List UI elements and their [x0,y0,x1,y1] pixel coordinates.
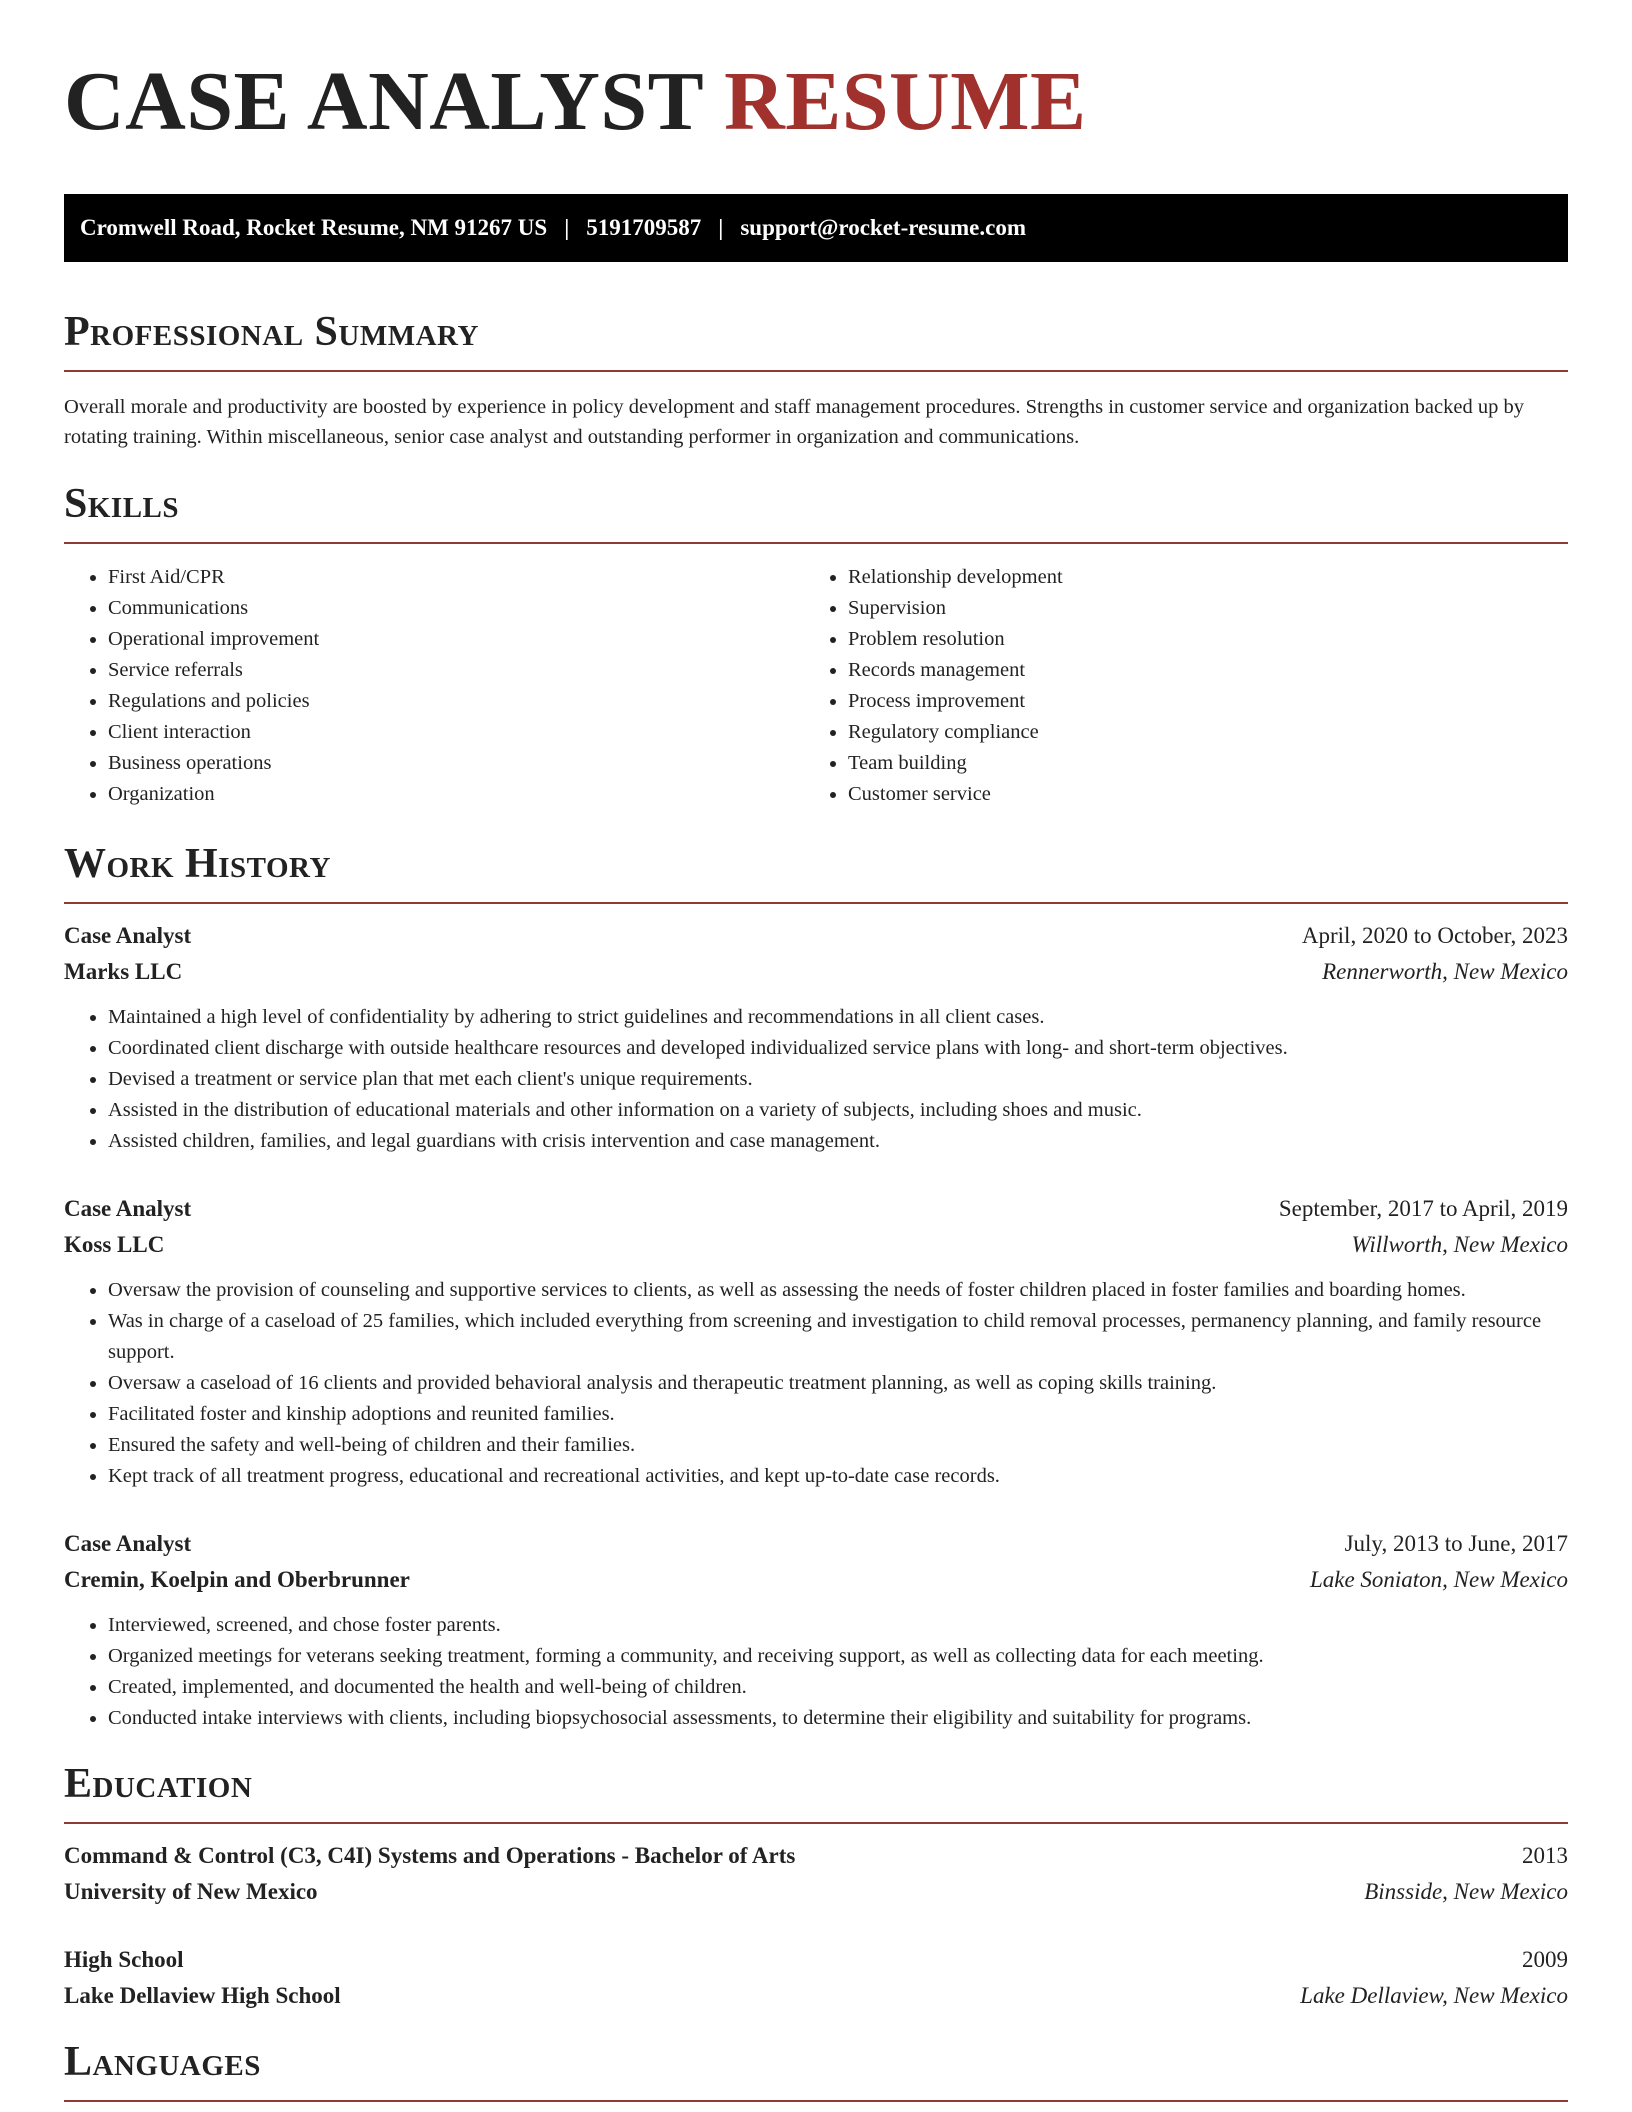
skills-grid [64,562,1568,810]
job-bullet: • Conducted intake interviews with clients, including biopsychosocial assessments, to determine their eligibility and suitability for programs. [108,1703,1568,1734]
resume-title [64,0,1568,152]
contact-separator: | [564,215,570,240]
job-bullet: • Facilitated foster and kinship adoptions and reunited families. [108,1399,1568,1430]
job-dates: July, 2013 to June, 2017 [1344,1531,1568,1556]
skill-item: • First Aid/CPR [108,562,804,593]
job-entry [64,1191,1568,1492]
skill-item: • Customer service [848,779,1544,810]
job-dates: September, 2017 to April, 2019 [1278,1196,1568,1221]
job-bullet: • Kept track of all treatment progress, educational and recreational activities, and kept up-to-date case records. [108,1461,1568,1492]
job-company: Koss LLC [64,1232,165,1257]
work-history-section [64,838,1568,1734]
job-bullet: • Coordinated client discharge with outside healthcare resources and developed individualized service plans with long- and short-term objectives. [108,1033,1568,1064]
languages-heading: Languages [64,2039,261,2085]
title-main: CASE ANALYST [64,55,703,148]
education-entry [64,1838,1568,1910]
job-title: Case Analyst [64,1196,192,1221]
skill-item: • Communications [108,593,804,624]
skills-heading: Skills [64,481,180,527]
job-title: Case Analyst [64,923,192,948]
section-divider [64,902,1568,904]
skill-item: • Service referrals [108,655,804,686]
job-bullet: • Oversaw a caseload of 16 clients and provided behavioral analysis and therapeutic treatment planning, as well as coping skills training. [108,1368,1568,1399]
skills-section [64,478,1568,810]
skill-item: • Process improvement [848,686,1544,717]
skill-item: • Problem resolution [848,624,1544,655]
job-bullets [64,1275,1568,1492]
education-school: Lake Dellaview High School [64,1983,341,2008]
work-history-heading: Work History [64,841,331,887]
job-header [64,1191,1568,1227]
education-year: 2013 [1522,1843,1568,1868]
education-location: Binsside, New Mexico [1364,1879,1568,1904]
education-school: University of New Mexico [64,1879,318,1904]
skill-item: • Relationship development [848,562,1544,593]
section-divider [64,1822,1568,1824]
contact-email[interactable]: support@rocket-resume.com [740,215,1026,240]
skill-item: • Regulatory compliance [848,717,1544,748]
job-bullet: • Oversaw the provision of counseling and supportive services to clients, as well as assessing the needs of foster children placed in foster families and boarding homes. [108,1275,1568,1306]
contact-bar [64,194,1568,262]
job-bullet: • Organized meetings for veterans seeking treatment, forming a community, and receiving support, as well as collecting data for each meeting. [108,1641,1568,1672]
job-title: Case Analyst [64,1531,192,1556]
education-entry [64,1942,1568,2014]
education-header [64,1942,1568,1978]
contact-phone[interactable]: 5191709587 [586,215,702,240]
job-location: Rennerworth, New Mexico [1322,959,1568,984]
job-dates: April, 2020 to October, 2023 [1301,923,1568,948]
education-heading: Education [64,1761,253,1807]
job-subheader [64,1227,1568,1263]
skill-item: • Operational improvement [108,624,804,655]
job-bullet: • Created, implemented, and documented the health and well-being of children. [108,1672,1568,1703]
section-divider [64,2100,1568,2102]
job-bullets [64,1610,1568,1734]
summary-heading: Professional Summary [64,309,479,355]
job-location: Lake Soniaton, New Mexico [1309,1567,1568,1592]
job-bullet: • Interviewed, screened, and chose foster parents. [108,1610,1568,1641]
skills-list-right [804,562,1544,810]
skill-item: • Regulations and policies [108,686,804,717]
job-header [64,918,1568,954]
job-bullet: • Maintained a high level of confidentiality by adhering to strict guidelines and recommendations in all client cases. [108,1002,1568,1033]
job-entry [64,1526,1568,1734]
job-bullet: • Devised a treatment or service plan that met each client's unique requirements. [108,1064,1568,1095]
skill-item: • Supervision [848,593,1544,624]
contact-separator: | [718,215,724,240]
job-bullet: • Assisted children, families, and legal guardians with crisis intervention and case management. [108,1126,1568,1157]
skill-item: • Team building [848,748,1544,779]
education-degree: Command & Control (C3, C4I) Systems and Operations - Bachelor of Arts [64,1843,796,1868]
languages-section [64,2036,1568,2102]
skill-item: • Client interaction [108,717,804,748]
section-divider [64,542,1568,544]
education-year: 2009 [1522,1947,1568,1972]
job-header [64,1526,1568,1562]
education-section [64,1758,1568,2014]
contact-address: Cromwell Road, Rocket Resume, NM 91267 US [80,215,548,240]
education-degree: High School [64,1947,184,1972]
skills-list-left [64,562,804,810]
job-bullet: • Was in charge of a caseload of 25 families, which included everything from screening and investigation to child removal processes, permanency planning, and family resource support. [108,1306,1568,1368]
skill-item: • Organization [108,779,804,810]
summary-section [64,306,1568,452]
job-entry [64,918,1568,1157]
job-company: Cremin, Koelpin and Oberbrunner [64,1567,410,1592]
summary-text: Overall morale and productivity are boosted by experience in policy development and staff management procedures. Strengths in customer service and organization backed up by rotating training. Within miscellaneous, senior case analyst and outstanding performer in organization and communications. [64,396,1524,448]
skill-item: • Business operations [108,748,804,779]
education-subheader [64,1978,1568,2014]
job-bullets [64,1002,1568,1157]
job-subheader [64,954,1568,990]
education-header [64,1838,1568,1874]
job-location: Willworth, New Mexico [1351,1232,1568,1257]
job-bullet: • Ensured the safety and well-being of children and their families. [108,1430,1568,1461]
job-subheader [64,1562,1568,1598]
education-subheader [64,1874,1568,1910]
job-company: Marks LLC [64,959,183,984]
title-accent: RESUME [724,55,1087,148]
skill-item: • Records management [848,655,1544,686]
job-bullet: • Assisted in the distribution of educational materials and other information on a variety of subjects, including shoes and music. [108,1095,1568,1126]
section-divider [64,370,1568,372]
education-location: Lake Dellaview, New Mexico [1300,1983,1568,2008]
